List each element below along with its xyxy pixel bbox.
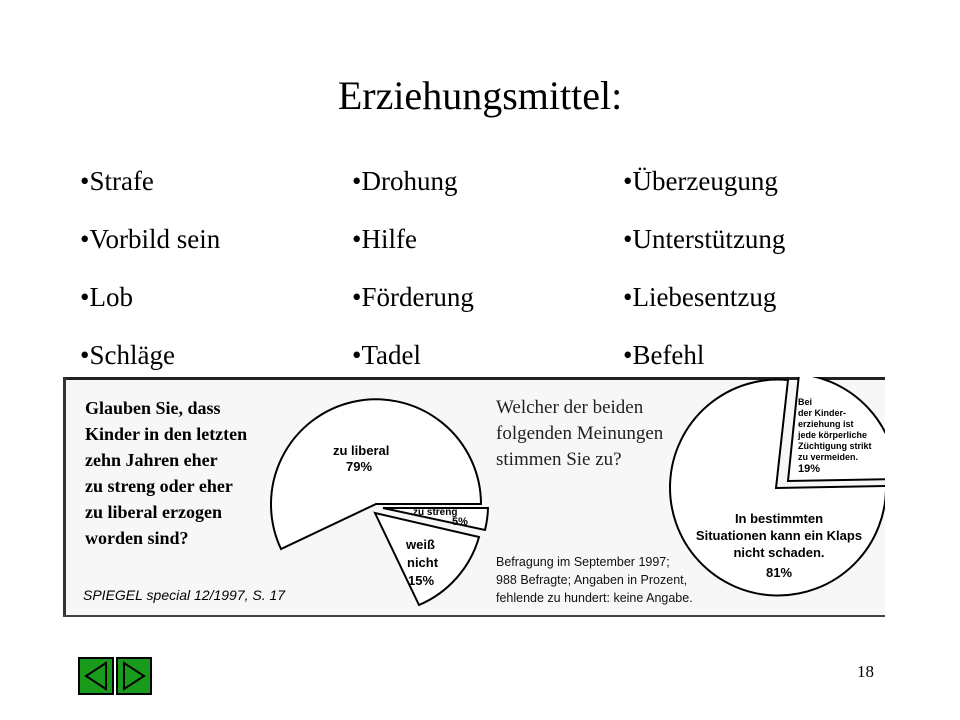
pie1-label-weiss-1: weiß bbox=[406, 537, 435, 552]
newspaper-clipping bbox=[63, 377, 885, 617]
bullet-item: •Tadel bbox=[352, 340, 422, 370]
note-line: 988 Befragte; Angaben in Prozent, bbox=[496, 573, 688, 587]
question-line: Kinder in den letzten bbox=[85, 424, 248, 444]
pie1-label-streng: zu streng bbox=[413, 507, 458, 518]
question-line: zehn Jahren eher bbox=[85, 450, 218, 470]
triangle-left-icon bbox=[80, 659, 112, 693]
question-line: zu liberal erzogen bbox=[85, 502, 222, 522]
bullet-item: •Förderung bbox=[352, 282, 474, 312]
pie2-small-line: zu vermeiden. bbox=[798, 452, 859, 462]
source-citation: SPIEGEL special 12/1997, S. 17 bbox=[83, 587, 286, 603]
bullet-column-1 bbox=[80, 152, 220, 384]
bullet-item: •Schläge bbox=[80, 340, 175, 370]
pie-charts bbox=[63, 377, 885, 617]
pie2-large-line: Situationen kann ein Klaps bbox=[695, 528, 863, 543]
triangle-right-icon bbox=[118, 659, 150, 693]
bullet-item: •Befehl bbox=[623, 340, 705, 370]
question-line: Glauben Sie, dass bbox=[85, 398, 221, 418]
question-line: Welcher der beiden bbox=[496, 397, 644, 418]
slide-title: Erziehungsmittel: bbox=[337, 73, 623, 118]
pie2-small-line: der Kinder- bbox=[798, 408, 847, 418]
forward-button[interactable] bbox=[116, 657, 152, 695]
question-line: folgenden Meinungen bbox=[496, 423, 664, 444]
bullet-item: •Unterstützung bbox=[623, 224, 786, 254]
pie1-pct-liberal: 79% bbox=[346, 459, 373, 474]
bullet-column-3 bbox=[623, 152, 785, 384]
pie2-small-line: erziehung ist bbox=[798, 419, 854, 429]
pie1-label-weiss-2: nicht bbox=[407, 555, 439, 570]
pie1-label-liberal: zu liberal bbox=[333, 443, 390, 458]
bullet-item: •Überzeugung bbox=[623, 166, 778, 196]
pie1-slice-liberal bbox=[271, 399, 481, 549]
bullet-item: •Lob bbox=[80, 282, 133, 312]
bullet-item: •Hilfe bbox=[352, 224, 417, 254]
bullet-item: •Liebesentzug bbox=[623, 282, 777, 312]
bullet-item: •Strafe bbox=[80, 166, 154, 196]
bullet-item: •Drohung bbox=[352, 166, 458, 196]
back-button[interactable] bbox=[78, 657, 114, 695]
question-line: zu streng oder eher bbox=[85, 476, 233, 496]
pie2-small-pct: 19% bbox=[798, 463, 821, 475]
question-line: worden sind? bbox=[85, 528, 189, 548]
bullet-item: •Vorbild sein bbox=[80, 224, 221, 254]
pie1-pct-weiss: 15% bbox=[408, 573, 435, 588]
note-line: Befragung im September 1997; bbox=[496, 555, 670, 569]
pie2-large-line: nicht schaden. bbox=[733, 545, 825, 560]
question-line: stimmen Sie zu? bbox=[496, 449, 622, 470]
page-number: 18 bbox=[857, 662, 874, 681]
pie2-small-line: Züchtigung strikt bbox=[798, 441, 872, 451]
pie2-small-line: jede körperliche bbox=[798, 430, 868, 440]
pie2-large-pct: 81% bbox=[765, 565, 793, 580]
pie1-pct-streng: 5% bbox=[452, 516, 468, 528]
pie2-large-line: In bestimmten bbox=[734, 511, 824, 526]
bullet-column-2 bbox=[352, 152, 474, 384]
pie2-small-line: Bei bbox=[798, 397, 813, 407]
note-line: fehlende zu hundert: keine Angabe. bbox=[496, 591, 693, 605]
